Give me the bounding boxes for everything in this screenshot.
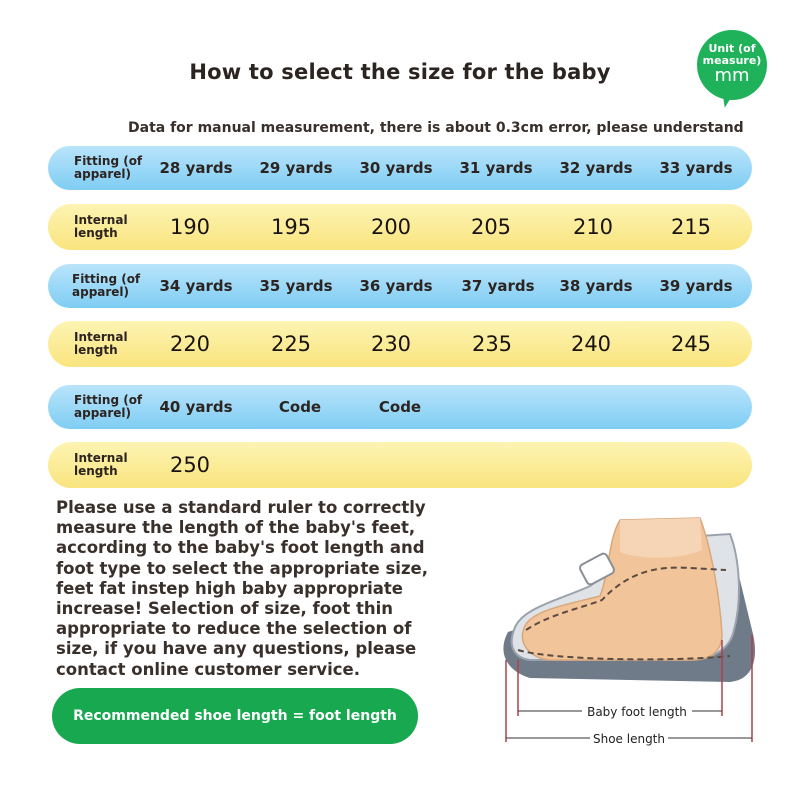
shoe-length-label: Shoe length	[592, 732, 666, 746]
speech-bubble-tail	[717, 85, 737, 110]
recommendation-badge: Recommended shoe length = foot length +1cm	[52, 688, 418, 744]
length-cell: 245	[670, 332, 712, 356]
size-cell: Code	[378, 398, 422, 416]
length-row-3	[48, 442, 752, 488]
internal-length-label: Internal length	[74, 451, 128, 478]
page-title: How to select the size for the baby	[189, 60, 611, 84]
length-cell: 240	[570, 332, 612, 356]
size-cell: 32 yards	[559, 159, 633, 177]
length-cell: 200	[370, 215, 412, 239]
baby-foot-length-label: Baby foot length	[587, 705, 687, 719]
unit-badge	[697, 30, 767, 100]
size-cell: 31 yards	[459, 159, 533, 177]
size-cell: 29 yards	[259, 159, 333, 177]
size-cell: 38 yards	[559, 277, 633, 295]
fitting-label: Fitting (of apparel)	[74, 393, 143, 420]
length-cell: 210	[572, 215, 614, 239]
size-cell: Code	[278, 398, 322, 416]
length-row-2	[48, 321, 752, 367]
length-row-1	[48, 204, 752, 250]
length-cell: 250	[169, 453, 211, 477]
sock-icon	[620, 518, 702, 558]
length-cell: 225	[270, 332, 312, 356]
size-cell: 35 yards	[259, 277, 333, 295]
size-cell: 28 yards	[159, 159, 233, 177]
size-cell: 36 yards	[359, 277, 433, 295]
internal-length-label: Internal length	[74, 330, 128, 357]
length-cell: 230	[370, 332, 412, 356]
fitting-label: Fitting (of apparel)	[72, 272, 141, 299]
measurement-instructions: Please use a standard ruler to correctly measure the length of the baby's feet, according to the baby's foot length and foot type to select the appropriate size, feet fat instep high baby appropriate increase! Selection of size, foot thin appropriate to reduce the selection of size, if you have any questions, please contact online customer service.	[56, 498, 429, 679]
measurement-note: Data for manual measurement, there is about 0.3cm error, please understand	[128, 120, 744, 136]
length-cell: 195	[270, 215, 312, 239]
unit-badge-label: Unit (of measure)	[702, 42, 762, 67]
length-cell: 205	[470, 215, 512, 239]
shoe-foot-illustration	[490, 510, 780, 750]
internal-length-label: Internal length	[74, 213, 128, 240]
size-cell: 39 yards	[659, 277, 733, 295]
fitting-row-1	[48, 146, 752, 190]
length-cell: 220	[169, 332, 211, 356]
size-cell: 37 yards	[461, 277, 535, 295]
size-cell: 34 yards	[159, 277, 233, 295]
fitting-label: Fitting (of apparel)	[74, 154, 143, 181]
size-cell: 30 yards	[359, 159, 433, 177]
length-cell: 190	[169, 215, 211, 239]
length-cell: 215	[670, 215, 712, 239]
size-cell: 40 yards	[159, 398, 233, 416]
unit-badge-unit: mm	[714, 65, 750, 86]
size-cell: 33 yards	[659, 159, 733, 177]
length-cell: 235	[471, 332, 513, 356]
fitting-row-2	[48, 264, 752, 308]
fitting-row-3	[48, 385, 752, 429]
